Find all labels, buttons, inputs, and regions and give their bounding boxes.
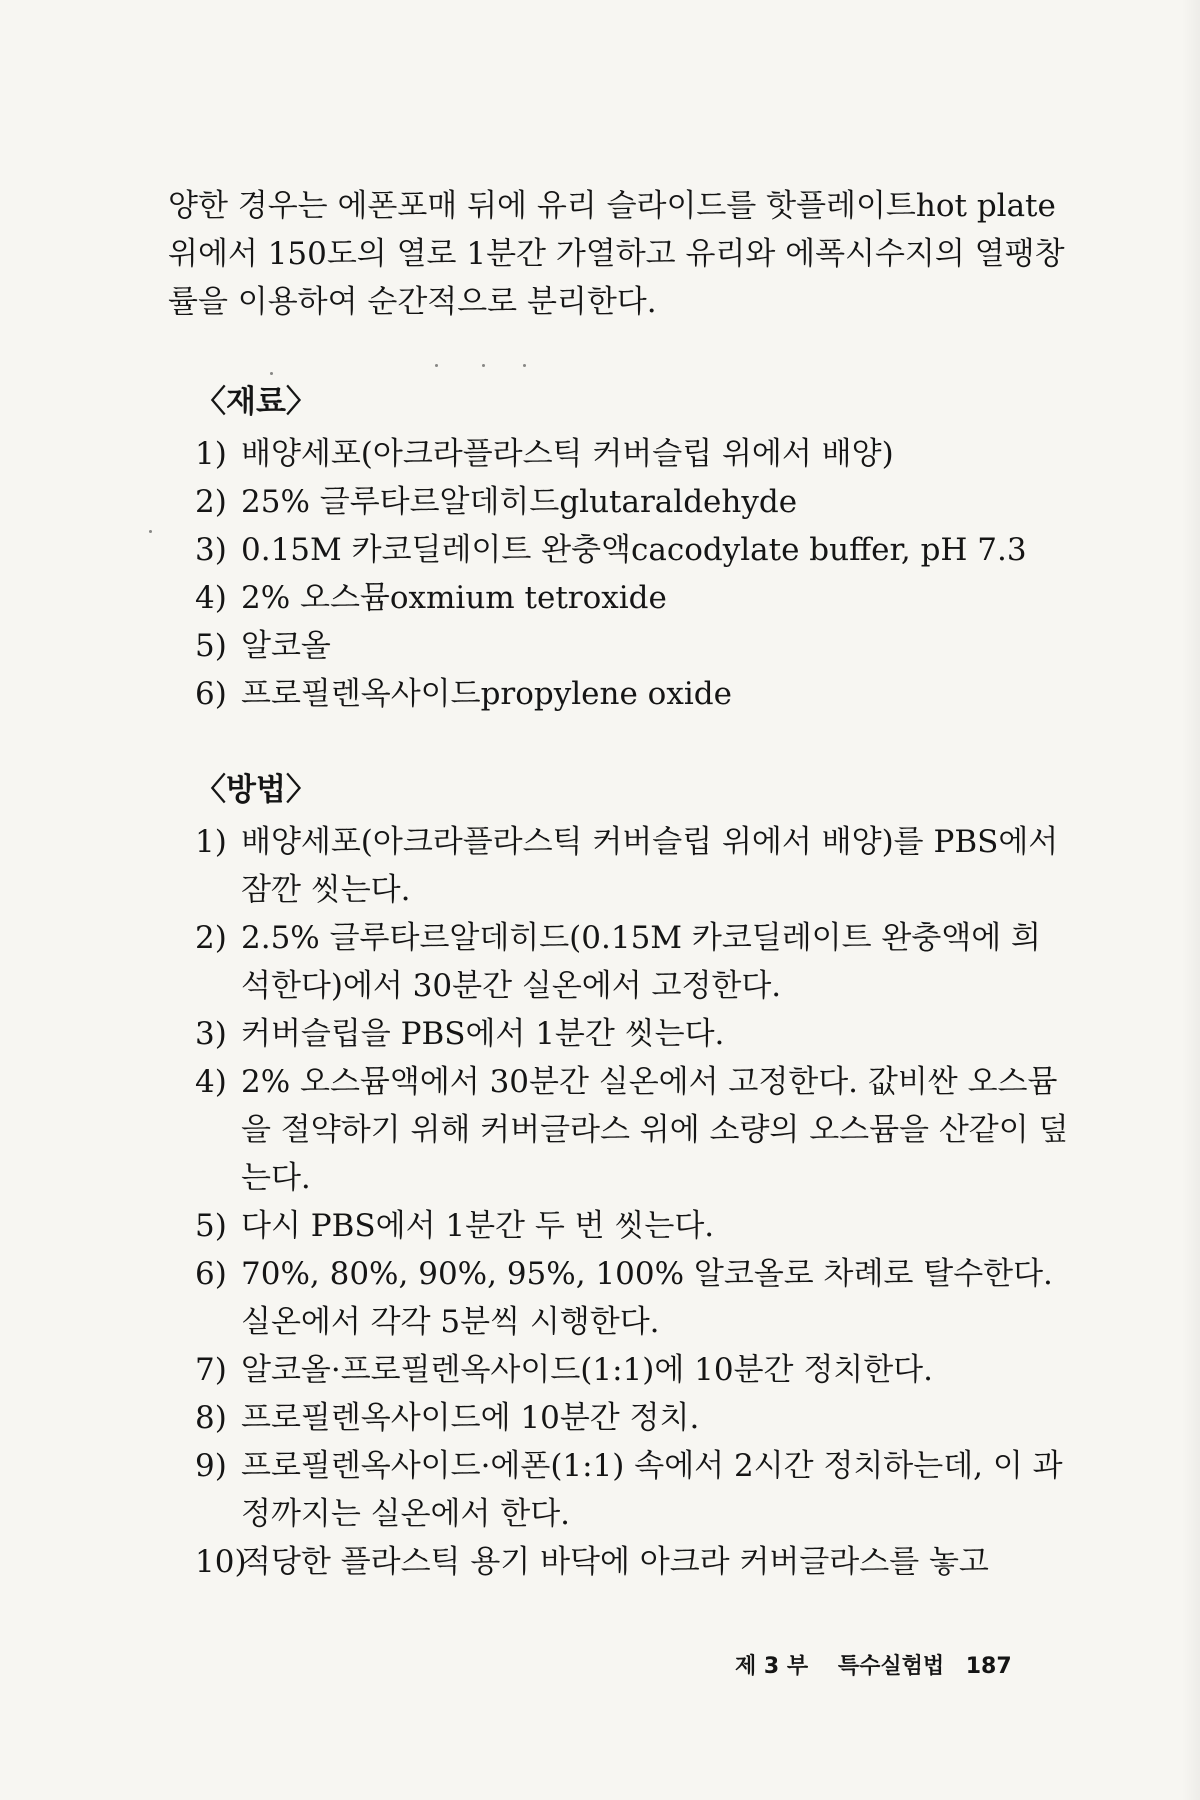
method-step-text: 70%, 80%, 90%, 95%, 100% 알코올로 차례로 탈수한다. 실온에서 각각 5분씩 시행한다. — [241, 1256, 1053, 1340]
method-step — [195, 1010, 1070, 1058]
method-step — [195, 1058, 1070, 1202]
material-number: 3) — [195, 532, 227, 568]
material-number: 4) — [195, 580, 227, 616]
intro-paragraph: 양한 경우는 에폰포매 뒤에 유리 슬라이드를 핫플레이트hot plate 위에서 150도의 열로 1분간 가열하고 유리와 에폭시수지의 열팽창률을 이용하여 순간적으로 분리한다. — [168, 188, 1065, 320]
scan-dot — [435, 364, 438, 367]
method-step-text: 적당한 플라스틱 용기 바닥에 아크라 커버글라스를 놓고 — [241, 1544, 989, 1580]
method-step — [195, 1538, 1070, 1586]
method-step-number: 6) — [195, 1256, 227, 1292]
page-number: 187 — [965, 1654, 1012, 1679]
material-text: 2% 오스뮴oxmium tetroxide — [241, 580, 667, 616]
method-step-text: 배양세포(아크라플라스틱 커버슬립 위에서 배양)를 PBS에서 잠깐 씻는다. — [241, 824, 1059, 908]
method-step-text: 알코올·프로필렌옥사이드(1:1)에 10분간 정치한다. — [241, 1352, 933, 1388]
material-text: 프로필렌옥사이드propylene oxide — [241, 676, 732, 712]
method-step-number: 10) — [195, 1544, 247, 1580]
page-footer — [735, 1653, 1012, 1681]
material-item — [195, 478, 1055, 526]
scan-dot — [149, 530, 152, 533]
method-step-text: 프로필렌옥사이드·에폰(1:1) 속에서 2시간 정치하는데, 이 과정까지는 실온에서 한다. — [241, 1448, 1063, 1532]
method-title: 〈방법〉 — [195, 772, 317, 808]
material-number: 6) — [195, 676, 227, 712]
method-step — [195, 1202, 1070, 1250]
method-step-number: 5) — [195, 1208, 227, 1244]
method-step — [195, 1346, 1070, 1394]
footer-part: 제 3 부 — [735, 1654, 809, 1679]
material-item — [195, 622, 1055, 670]
intro-paragraph-container — [168, 182, 1068, 326]
materials-title: 〈재료〉 — [195, 384, 317, 420]
material-item — [195, 526, 1055, 574]
method-list — [195, 818, 1070, 1586]
method-step-number: 8) — [195, 1400, 227, 1436]
method-step-number: 2) — [195, 920, 227, 956]
scan-dot — [270, 372, 273, 375]
method-step-text: 2% 오스뮴액에서 30분간 실온에서 고정한다. 값비싼 오스뮴을 절약하기 위해 커버글라스 위에 소량의 오스뮴을 산같이 덮는다. — [241, 1064, 1069, 1196]
method-step — [195, 1394, 1070, 1442]
material-item — [195, 670, 1055, 718]
materials-list — [195, 430, 1055, 718]
material-number: 1) — [195, 436, 227, 472]
method-step — [195, 1442, 1070, 1538]
material-item — [195, 574, 1055, 622]
material-item — [195, 430, 1055, 478]
material-text: 0.15M 카코딜레이트 완충액cacodylate buffer, pH 7.3 — [241, 532, 1027, 568]
method-step — [195, 914, 1070, 1010]
material-number: 5) — [195, 628, 227, 664]
method-step-text: 다시 PBS에서 1분간 두 번 씻는다. — [241, 1208, 715, 1244]
scan-dot — [482, 364, 485, 367]
method-step-text: 커버슬립을 PBS에서 1분간 씻는다. — [241, 1016, 725, 1052]
method-step-text: 프로필렌옥사이드에 10분간 정치. — [241, 1400, 700, 1436]
footer-section: 특수실험법 — [837, 1654, 945, 1679]
method-step-number: 9) — [195, 1448, 227, 1484]
method-step-number: 4) — [195, 1064, 227, 1100]
material-text: 배양세포(아크라플라스틱 커버슬립 위에서 배양) — [241, 436, 894, 472]
method-step-number: 1) — [195, 824, 227, 860]
material-text: 25% 글루타르알데히드glutaraldehyde — [241, 484, 798, 520]
method-step-number: 3) — [195, 1016, 227, 1052]
material-text: 알코올 — [241, 628, 331, 664]
method-step-text: 2.5% 글루타르알데히드(0.15M 카코딜레이트 완충액에 희석한다)에서 30분간 실온에서 고정한다. — [241, 920, 1042, 1004]
page-edge-shadow — [1182, 0, 1200, 1800]
material-number: 2) — [195, 484, 227, 520]
scan-dot — [523, 364, 526, 367]
method-step-number: 7) — [195, 1352, 227, 1388]
method-step — [195, 1250, 1070, 1346]
method-step — [195, 818, 1070, 914]
